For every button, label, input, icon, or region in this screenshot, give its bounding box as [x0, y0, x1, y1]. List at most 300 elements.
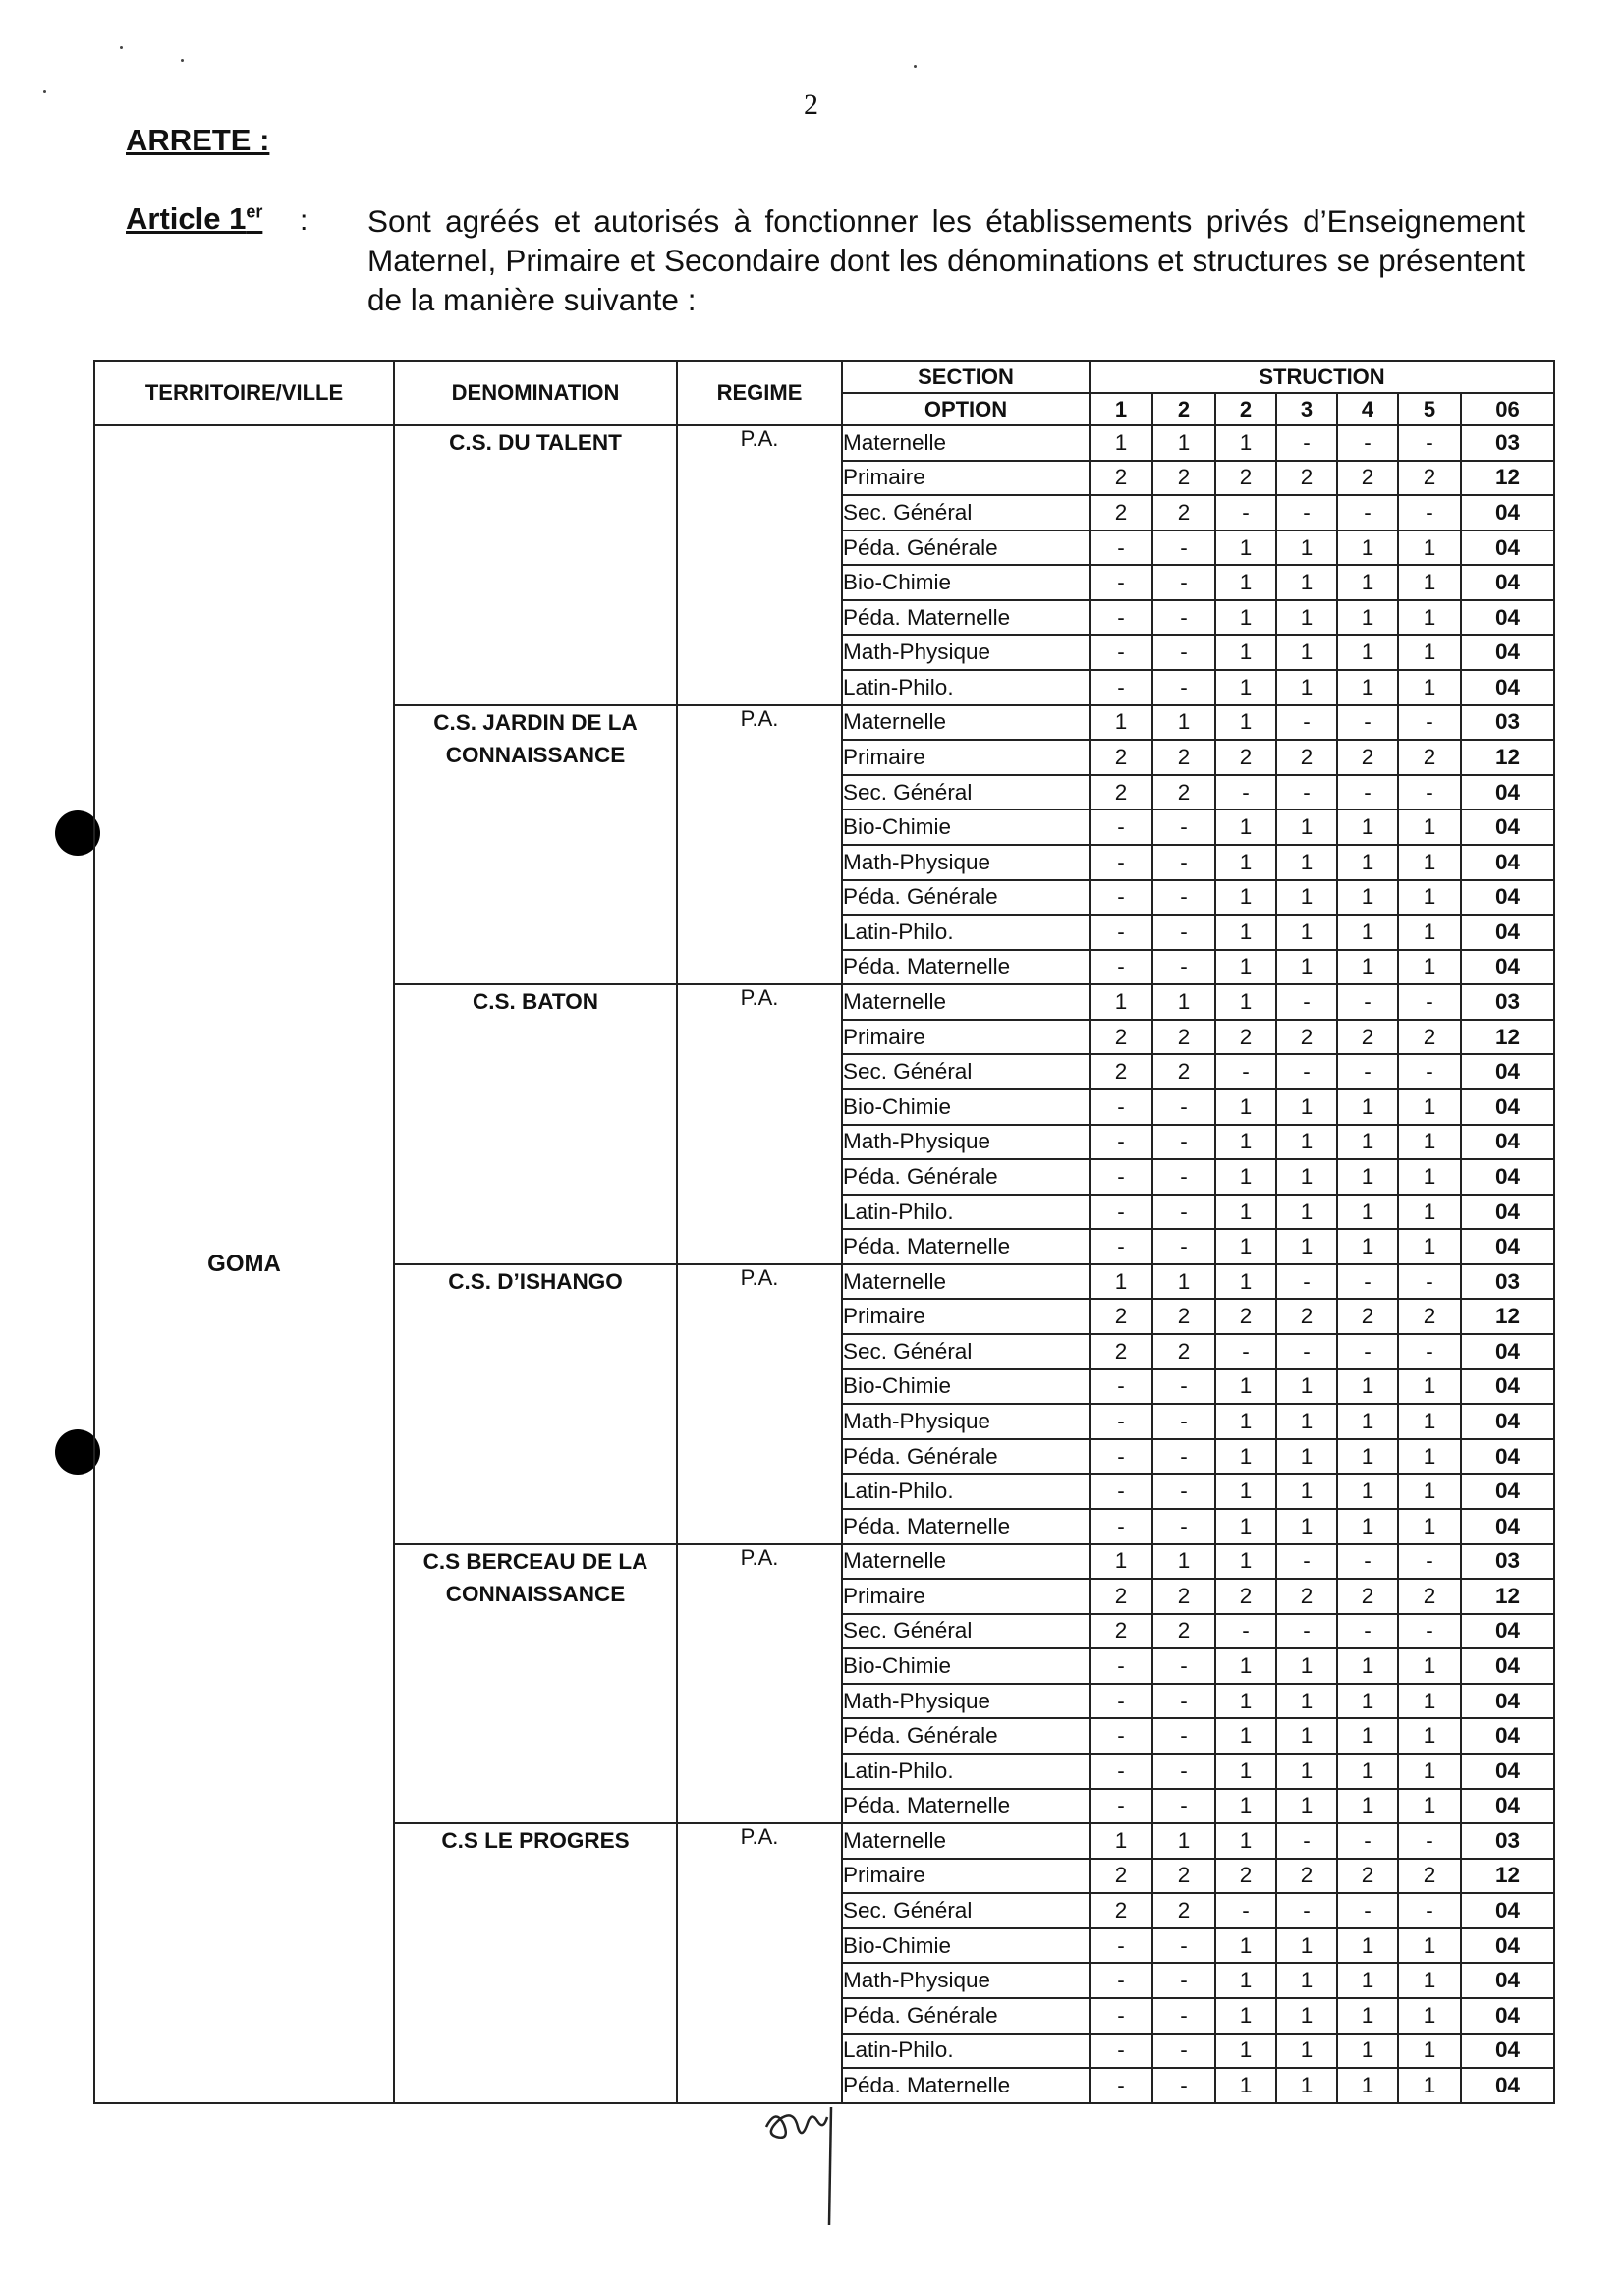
structure-value: 1 [1337, 1439, 1398, 1475]
structure-value: 1 [1276, 1718, 1337, 1754]
structure-value: - [1398, 705, 1461, 741]
structure-value: 1 [1398, 880, 1461, 916]
structure-value: 1 [1276, 880, 1337, 916]
structure-value: - [1152, 2034, 1215, 2069]
structure-value: - [1398, 1054, 1461, 1089]
structure-value: 1 [1215, 530, 1276, 566]
option-cell: Primaire [842, 461, 1090, 496]
structure-value: 1 [1398, 530, 1461, 566]
structure-value: 2 [1152, 1579, 1215, 1614]
structure-total: 12 [1461, 1020, 1554, 1055]
structure-value: - [1152, 845, 1215, 880]
option-cell: Maternelle [842, 984, 1090, 1020]
structure-value: 2 [1090, 740, 1152, 775]
structure-value: 1 [1398, 2034, 1461, 2069]
school-name: C.S LE PROGRES [394, 1823, 677, 2103]
option-cell: Sec. Général [842, 1614, 1090, 1649]
structure-value: - [1276, 705, 1337, 741]
structure-total: 04 [1461, 2068, 1554, 2103]
structure-value: 1 [1215, 1509, 1276, 1544]
structure-value: 1 [1215, 1928, 1276, 1964]
structure-value: 2 [1215, 1020, 1276, 1055]
structure-value: 1 [1337, 915, 1398, 950]
structure-total: 04 [1461, 495, 1554, 530]
structure-value: - [1276, 495, 1337, 530]
option-cell: Péda. Générale [842, 1439, 1090, 1475]
structure-total: 12 [1461, 461, 1554, 496]
structure-total: 04 [1461, 1648, 1554, 1684]
structure-value: - [1152, 1754, 1215, 1789]
structure-value: - [1215, 1054, 1276, 1089]
option-cell: Math-Physique [842, 1404, 1090, 1439]
structure-value: 1 [1276, 1928, 1337, 1964]
structure-value: - [1090, 1963, 1152, 1998]
option-cell: Bio-Chimie [842, 1648, 1090, 1684]
school-name: C.S BERCEAU DE LA CONNAISSANCE [394, 1544, 677, 1824]
structure-value: - [1152, 950, 1215, 985]
structure-value: - [1090, 1648, 1152, 1684]
structure-value: - [1152, 880, 1215, 916]
structure-total: 04 [1461, 1998, 1554, 2034]
structure-total: 12 [1461, 1859, 1554, 1894]
structure-total: 04 [1461, 1229, 1554, 1264]
structure-value: - [1090, 1509, 1152, 1544]
structure-total: 04 [1461, 1125, 1554, 1160]
structure-value: - [1152, 1998, 1215, 2034]
structure-value: - [1090, 845, 1152, 880]
structure-value: - [1215, 1614, 1276, 1649]
option-cell: Bio-Chimie [842, 1369, 1090, 1405]
structure-value: 1 [1398, 1439, 1461, 1475]
header-col: 4 [1337, 393, 1398, 425]
structure-value: 1 [1215, 984, 1276, 1020]
structure-value: 2 [1337, 1299, 1398, 1334]
structure-value: - [1090, 1998, 1152, 2034]
structure-value: 1 [1276, 1963, 1337, 1998]
structure-value: - [1090, 1439, 1152, 1475]
structure-value: 2 [1276, 1859, 1337, 1894]
structure-total: 04 [1461, 1614, 1554, 1649]
structure-value: - [1090, 1195, 1152, 1230]
structure-value: 1 [1215, 670, 1276, 705]
structure-value: - [1152, 1369, 1215, 1405]
structure-value: 2 [1090, 1859, 1152, 1894]
structure-value: 2 [1398, 1859, 1461, 1894]
option-cell: Bio-Chimie [842, 1928, 1090, 1964]
structure-value: 1 [1337, 1229, 1398, 1264]
structure-total: 04 [1461, 1754, 1554, 1789]
structure-value: 2 [1152, 1334, 1215, 1369]
structure-value: - [1152, 530, 1215, 566]
structure-value: - [1152, 1928, 1215, 1964]
header-regime: REGIME [677, 361, 842, 425]
option-cell: Math-Physique [842, 1125, 1090, 1160]
article-colon: : [300, 204, 308, 237]
structure-value: 1 [1090, 1823, 1152, 1859]
structure-value: - [1152, 809, 1215, 845]
structure-value: - [1152, 1439, 1215, 1475]
city-cell: GOMA [94, 425, 394, 2103]
structure-value: - [1090, 1089, 1152, 1125]
structure-value: - [1276, 775, 1337, 810]
header-col: 5 [1398, 393, 1461, 425]
structure-total: 04 [1461, 1404, 1554, 1439]
structure-value: 2 [1090, 1579, 1152, 1614]
school-regime: P.A. [677, 1544, 842, 1824]
article-label: Article 1er [126, 201, 263, 236]
structure-total: 12 [1461, 1579, 1554, 1614]
structure-total: 04 [1461, 1893, 1554, 1928]
structure-value: 1 [1337, 1089, 1398, 1125]
school-name: C.S. DU TALENT [394, 425, 677, 705]
structure-value: 2 [1398, 740, 1461, 775]
structure-value: - [1152, 1474, 1215, 1509]
structure-value: 1 [1276, 1789, 1337, 1824]
structure-value: - [1398, 1334, 1461, 1369]
structure-value: 1 [1337, 1404, 1398, 1439]
option-cell: Sec. Général [842, 1334, 1090, 1369]
structure-value: - [1398, 1823, 1461, 1859]
structure-value: - [1090, 809, 1152, 845]
school-regime: P.A. [677, 1264, 842, 1544]
structure-value: - [1090, 1789, 1152, 1824]
structure-value: - [1398, 495, 1461, 530]
structure-value: 1 [1276, 1998, 1337, 2034]
structure-total: 04 [1461, 1789, 1554, 1824]
structure-value: 2 [1152, 1859, 1215, 1894]
structure-value: 1 [1215, 1718, 1276, 1754]
structure-value: 1 [1398, 1474, 1461, 1509]
structure-value: 2 [1337, 461, 1398, 496]
structure-value: 1 [1337, 1648, 1398, 1684]
structure-value: - [1337, 425, 1398, 461]
structure-value: - [1090, 1159, 1152, 1195]
structure-value: 1 [1215, 1789, 1276, 1824]
structure-value: 1 [1337, 1928, 1398, 1964]
structure-total: 04 [1461, 1963, 1554, 1998]
structure-value: 1 [1276, 1684, 1337, 1719]
structure-value: 1 [1215, 565, 1276, 600]
option-cell: Péda. Maternelle [842, 1229, 1090, 1264]
structure-value: 1 [1398, 1089, 1461, 1125]
structure-value: 1 [1398, 1963, 1461, 1998]
structure-value: 1 [1215, 1648, 1276, 1684]
structure-value: 2 [1152, 1020, 1215, 1055]
option-cell: Primaire [842, 1579, 1090, 1614]
structure-value: 1 [1398, 1648, 1461, 1684]
structure-value: - [1337, 1823, 1398, 1859]
structure-value: 1 [1276, 2068, 1337, 2103]
structure-value: - [1090, 1369, 1152, 1405]
school-name: C.S. JARDIN DE LA CONNAISSANCE [394, 705, 677, 985]
structure-value: - [1276, 984, 1337, 1020]
structure-value: 1 [1276, 1159, 1337, 1195]
structure-value: - [1276, 1823, 1337, 1859]
structure-value: 2 [1152, 495, 1215, 530]
option-cell: Latin-Philo. [842, 670, 1090, 705]
structure-value: - [1337, 1054, 1398, 1089]
option-cell: Primaire [842, 1299, 1090, 1334]
option-cell: Math-Physique [842, 1963, 1090, 1998]
structure-value: - [1337, 1893, 1398, 1928]
structure-value: 1 [1398, 1998, 1461, 2034]
structure-value: 1 [1215, 1404, 1276, 1439]
school-regime: P.A. [677, 705, 842, 985]
structure-total: 04 [1461, 1439, 1554, 1475]
structure-value: 1 [1276, 2034, 1337, 2069]
structure-value: 1 [1337, 1718, 1398, 1754]
structure-value: 1 [1276, 1369, 1337, 1405]
structure-value: 1 [1337, 2034, 1398, 2069]
structure-total: 12 [1461, 740, 1554, 775]
structure-value: 1 [1215, 1125, 1276, 1160]
structure-value: 1 [1215, 1369, 1276, 1405]
structure-value: 1 [1215, 2068, 1276, 2103]
structure-value: - [1090, 1125, 1152, 1160]
structure-value: 1 [1152, 705, 1215, 741]
structure-value: 1 [1398, 950, 1461, 985]
option-cell: Sec. Général [842, 495, 1090, 530]
structure-value: 1 [1337, 1509, 1398, 1544]
structure-value: 1 [1337, 1684, 1398, 1719]
structure-value: 2 [1090, 1893, 1152, 1928]
structure-value: - [1398, 425, 1461, 461]
structure-value: 2 [1337, 740, 1398, 775]
structure-value: 1 [1337, 565, 1398, 600]
school-name: C.S. BATON [394, 984, 677, 1264]
option-cell: Péda. Maternelle [842, 1789, 1090, 1824]
structure-value: - [1152, 1648, 1215, 1684]
structure-value: - [1337, 1544, 1398, 1580]
structure-value: 2 [1215, 740, 1276, 775]
structure-value: - [1337, 705, 1398, 741]
structure-value: - [1276, 1334, 1337, 1369]
structure-value: 1 [1398, 1718, 1461, 1754]
structure-value: - [1152, 600, 1215, 636]
structure-value: - [1090, 950, 1152, 985]
structure-value: - [1090, 1754, 1152, 1789]
school-regime: P.A. [677, 984, 842, 1264]
structure-value: - [1276, 425, 1337, 461]
option-cell: Bio-Chimie [842, 1089, 1090, 1125]
header-col: 06 [1461, 393, 1554, 425]
structure-value: 1 [1398, 1789, 1461, 1824]
structure-value: 2 [1090, 1020, 1152, 1055]
structure-value: 1 [1398, 845, 1461, 880]
structure-value: - [1398, 984, 1461, 1020]
structure-value: 1 [1398, 635, 1461, 670]
option-cell: Math-Physique [842, 1684, 1090, 1719]
structure-value: 2 [1090, 495, 1152, 530]
structure-total: 03 [1461, 984, 1554, 1020]
structure-total: 04 [1461, 880, 1554, 916]
structure-total: 04 [1461, 915, 1554, 950]
structure-value: 1 [1152, 1264, 1215, 1300]
structure-value: - [1398, 1893, 1461, 1928]
structure-value: - [1090, 1474, 1152, 1509]
option-cell: Maternelle [842, 1823, 1090, 1859]
option-cell: Latin-Philo. [842, 1195, 1090, 1230]
structure-total: 03 [1461, 1544, 1554, 1580]
structure-value: - [1152, 2068, 1215, 2103]
option-cell: Maternelle [842, 1264, 1090, 1300]
structure-value: 2 [1337, 1020, 1398, 1055]
option-cell: Péda. Maternelle [842, 600, 1090, 636]
section-heading: ARRETE : [126, 123, 270, 157]
structure-value: 2 [1090, 1299, 1152, 1334]
structure-value: 2 [1276, 740, 1337, 775]
structure-value: - [1152, 1195, 1215, 1230]
structure-value: 1 [1215, 1264, 1276, 1300]
header-col: 1 [1090, 393, 1152, 425]
structure-value: - [1090, 530, 1152, 566]
structure-value: 2 [1152, 1054, 1215, 1089]
structure-value: 1 [1276, 1125, 1337, 1160]
schools-structure-table [93, 360, 1555, 2104]
structure-value: 1 [1276, 1229, 1337, 1264]
structure-value: 1 [1276, 1648, 1337, 1684]
structure-value: - [1215, 1334, 1276, 1369]
structure-value: - [1337, 1334, 1398, 1369]
structure-value: 1 [1337, 809, 1398, 845]
structure-value: 1 [1215, 950, 1276, 985]
structure-value: 1 [1398, 1125, 1461, 1160]
structure-value: 2 [1215, 1859, 1276, 1894]
structure-total: 04 [1461, 530, 1554, 566]
structure-value: 1 [1337, 2068, 1398, 2103]
structure-value: 1 [1337, 600, 1398, 636]
structure-value: 1 [1398, 2068, 1461, 2103]
structure-value: 1 [1276, 845, 1337, 880]
structure-value: - [1398, 1264, 1461, 1300]
structure-value: 1 [1276, 670, 1337, 705]
structure-value: 1 [1215, 2034, 1276, 2069]
structure-value: 1 [1398, 915, 1461, 950]
structure-value: - [1152, 1963, 1215, 1998]
structure-total: 04 [1461, 1509, 1554, 1544]
option-cell: Latin-Philo. [842, 915, 1090, 950]
structure-total: 04 [1461, 1718, 1554, 1754]
option-cell: Maternelle [842, 705, 1090, 741]
structure-value: 1 [1215, 1195, 1276, 1230]
structure-value: 1 [1276, 1404, 1337, 1439]
structure-value: - [1398, 1544, 1461, 1580]
structure-value: - [1152, 1125, 1215, 1160]
structure-value: - [1276, 1614, 1337, 1649]
structure-total: 03 [1461, 1823, 1554, 1859]
structure-value: 1 [1398, 809, 1461, 845]
structure-value: 1 [1398, 1509, 1461, 1544]
structure-value: - [1090, 915, 1152, 950]
option-cell: Primaire [842, 1020, 1090, 1055]
structure-value: 1 [1090, 1544, 1152, 1580]
structure-value: - [1152, 1229, 1215, 1264]
structure-value: 1 [1215, 1544, 1276, 1580]
structure-value: 1 [1337, 1369, 1398, 1405]
structure-value: - [1152, 1159, 1215, 1195]
structure-value: 2 [1398, 1020, 1461, 1055]
structure-value: - [1152, 915, 1215, 950]
structure-value: 1 [1337, 1754, 1398, 1789]
structure-value: 1 [1215, 1684, 1276, 1719]
structure-value: 1 [1337, 1474, 1398, 1509]
structure-value: 2 [1276, 461, 1337, 496]
structure-total: 04 [1461, 2034, 1554, 2069]
option-cell: Bio-Chimie [842, 809, 1090, 845]
structure-value: 1 [1398, 600, 1461, 636]
structure-value: - [1276, 1054, 1337, 1089]
structure-total: 04 [1461, 775, 1554, 810]
option-cell: Latin-Philo. [842, 1754, 1090, 1789]
structure-value: - [1215, 775, 1276, 810]
structure-value: - [1152, 1089, 1215, 1125]
structure-value: - [1152, 670, 1215, 705]
structure-value: - [1090, 565, 1152, 600]
structure-total: 04 [1461, 1334, 1554, 1369]
structure-total: 03 [1461, 1264, 1554, 1300]
structure-value: - [1152, 635, 1215, 670]
handwritten-initials [747, 2097, 865, 2235]
structure-value: - [1215, 1893, 1276, 1928]
structure-value: 1 [1337, 635, 1398, 670]
structure-total: 04 [1461, 845, 1554, 880]
option-cell: Péda. Générale [842, 1718, 1090, 1754]
structure-value: 1 [1398, 1369, 1461, 1405]
table-row [94, 425, 1554, 461]
scan-speck [120, 46, 123, 49]
structure-value: 2 [1215, 1299, 1276, 1334]
structure-value: - [1152, 1789, 1215, 1824]
structure-value: 1 [1215, 1159, 1276, 1195]
structure-value: 1 [1152, 1823, 1215, 1859]
header-section: SECTION [842, 361, 1090, 393]
structure-value: 1 [1090, 705, 1152, 741]
structure-total: 04 [1461, 600, 1554, 636]
structure-value: 1 [1398, 1159, 1461, 1195]
structure-value: 1 [1215, 915, 1276, 950]
structure-value: 1 [1337, 845, 1398, 880]
structure-value: 1 [1276, 915, 1337, 950]
structure-value: 1 [1090, 984, 1152, 1020]
structure-value: - [1398, 1614, 1461, 1649]
option-cell: Latin-Philo. [842, 1474, 1090, 1509]
structure-total: 12 [1461, 1299, 1554, 1334]
structure-value: 1 [1337, 1998, 1398, 2034]
school-regime: P.A. [677, 1823, 842, 2103]
structure-value: - [1337, 1264, 1398, 1300]
option-cell: Bio-Chimie [842, 565, 1090, 600]
structure-value: 2 [1215, 461, 1276, 496]
header-col: 2 [1215, 393, 1276, 425]
structure-value: - [1337, 1614, 1398, 1649]
option-cell: Péda. Générale [842, 1998, 1090, 2034]
structure-value: - [1090, 2034, 1152, 2069]
option-cell: Math-Physique [842, 845, 1090, 880]
option-cell: Péda. Maternelle [842, 1509, 1090, 1544]
structure-value: - [1152, 1509, 1215, 1544]
option-cell: Math-Physique [842, 635, 1090, 670]
structure-value: 1 [1215, 845, 1276, 880]
structure-total: 04 [1461, 635, 1554, 670]
page-number: 2 [804, 88, 818, 121]
structure-value: 1 [1398, 1928, 1461, 1964]
structure-value: 1 [1276, 600, 1337, 636]
structure-value: 1 [1398, 670, 1461, 705]
option-cell: Péda. Générale [842, 880, 1090, 916]
structure-value: - [1398, 775, 1461, 810]
structure-value: 1 [1276, 635, 1337, 670]
structure-total: 04 [1461, 1089, 1554, 1125]
